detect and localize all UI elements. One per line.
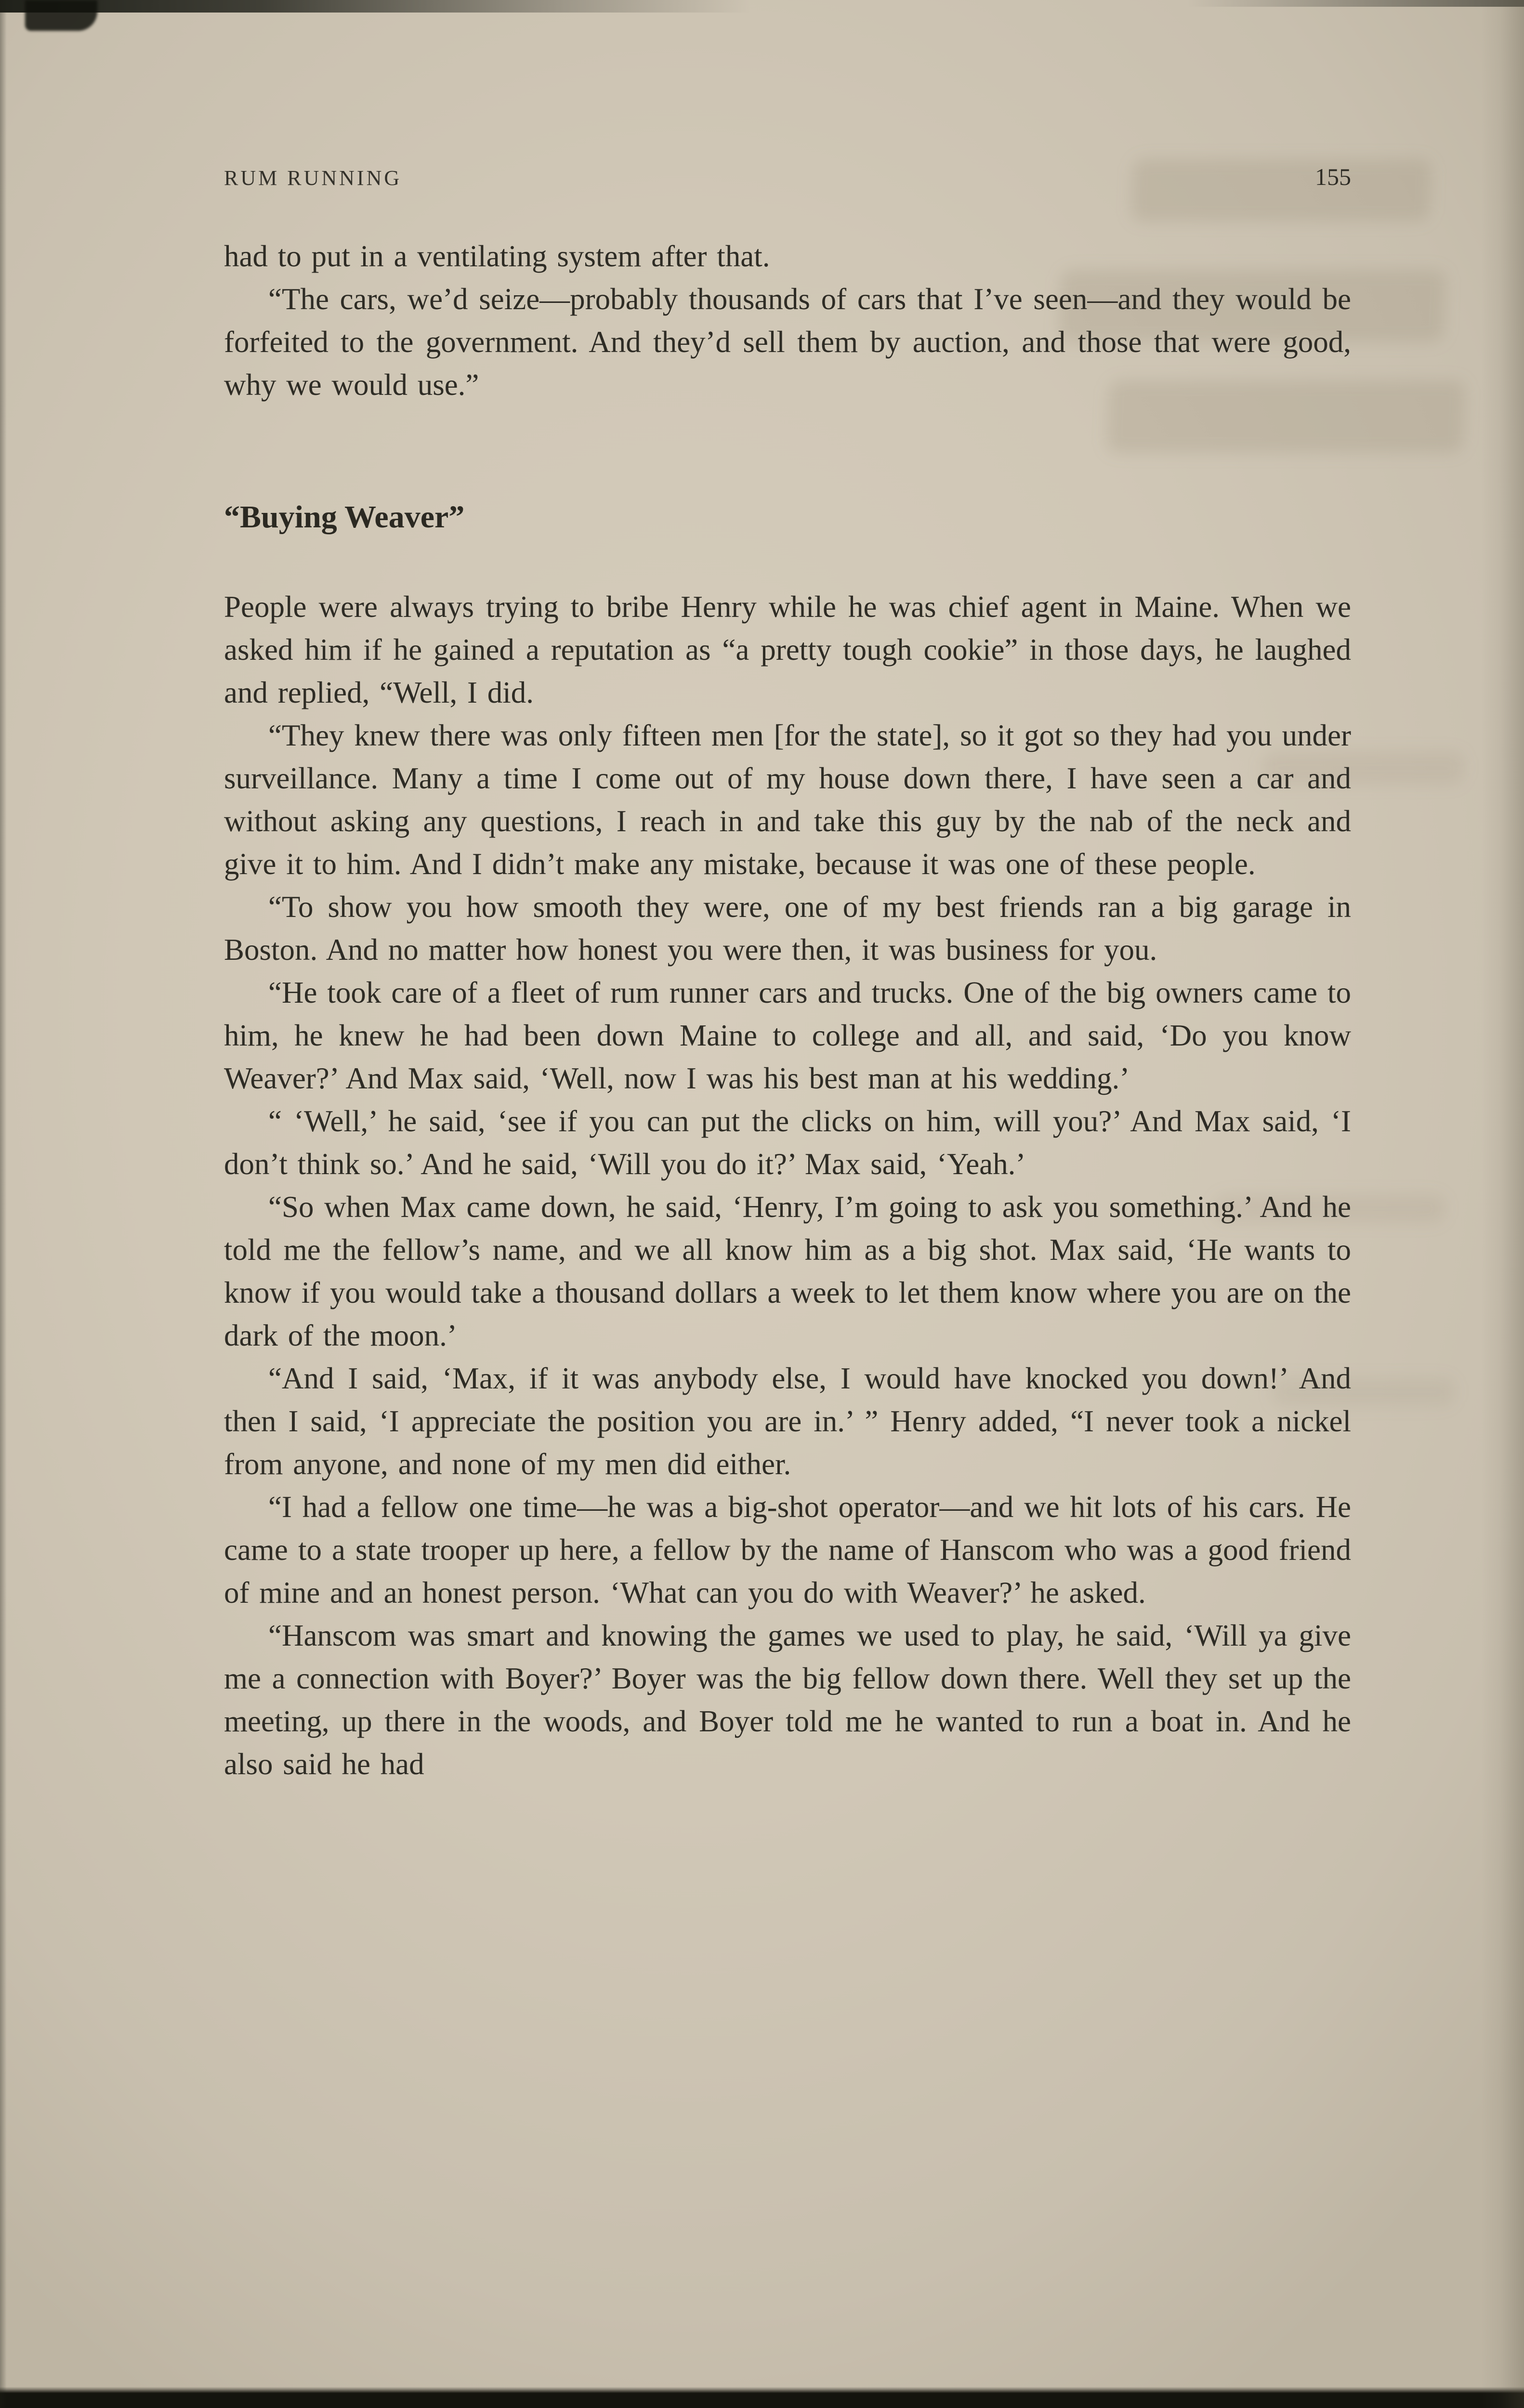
scan-edge-left — [0, 0, 7, 2408]
body-paragraph: “Hanscom was smart and knowing the games we used to play, he said, ‘Will ya give me a connection with Boyer?’ Boyer was the big fellow down there. Well they set up the meeting, up there in the woods, and Boyer told me he wanted to run a boat in. And he also said he had — [224, 1619, 1351, 1781]
scan-edge-right — [1481, 0, 1524, 2408]
body-paragraph: “To show you how smooth they were, one of my best friends ran a big garage in Boston. And no matter how honest you were then, it was business for you. — [224, 890, 1351, 967]
body-text — [224, 235, 1351, 1786]
section-heading: “Buying Weaver” — [224, 499, 465, 535]
body-paragraph: “ ‘Well,’ he said, ‘see if you can put the clicks on him, will you?’ And Max said, ‘I don’t think so.’ And he said, ‘Will you do it?’ Max said, ‘Yeah.’ — [224, 1104, 1351, 1181]
intro-paragraph: had to put in a ventilating system after that. — [224, 239, 770, 273]
scan-edge-bottom — [0, 2387, 1524, 2408]
body-paragraph: “And I said, ‘Max, if it was anybody else, I would have knocked you down!’ And then I said, ‘I appreciate the position you are in.’ ” Henry added, “I never took a nickel from anyone, and none of my men did either. — [224, 1361, 1351, 1481]
scan-edge-top-right — [1187, 0, 1524, 7]
page-number: 155 — [1315, 163, 1351, 190]
scan-edge-top-corner — [25, 0, 97, 31]
body-paragraph: People were always trying to bribe Henry while he was chief agent in Maine. When we asked him if he gained a reputation as “a pretty tough cookie” in those days, he laughed and replied, “Well, I did. — [224, 590, 1351, 709]
page-content — [224, 163, 1351, 1786]
body-paragraph: “He took care of a fleet of rum runner cars and trucks. One of the big owners came to him, he knew he had been down Maine to college and all, and said, ‘Do you know Weaver?’ And Max said, ‘Well, now I was his best man at his wedding.’ — [224, 976, 1351, 1095]
body-paragraph: “So when Max came down, he said, ‘Henry, I’m going to ask you something.’ And he told me the fellow’s name, and we all know him as a big shot. Max said, ‘He wants to know if you would take a thousand dollars a week to let them know where you are on the dark of the moon.’ — [224, 1190, 1351, 1352]
scan-edge-top — [0, 0, 751, 13]
running-header — [224, 163, 1351, 191]
body-paragraph: “They knew there was only fifteen men [for the state], so it got so they had you under surveillance. Many a time I come out of my house down there, I have seen a car and without asking any questions, I reach in and take this guy by the nab of the neck and give it to him. And I didn’t make any mistake, because it was one of these people. — [224, 719, 1351, 881]
intro-paragraph: “The cars, we’d seize—probably thousands of cars that I’ve seen—and they would be forfeited to the government. And they’d sell them by auction, and those that were good, why we would use.” — [224, 282, 1351, 402]
running-header-title: RUM RUNNING — [224, 166, 402, 190]
body-paragraph: “I had a fellow one time—he was a big-shot operator—and we hit lots of his cars. He came to a state trooper up here, a fellow by the name of Hanscom who was a good friend of mine and an honest person. ‘What can you do with Weaver?’ he asked. — [224, 1490, 1351, 1610]
